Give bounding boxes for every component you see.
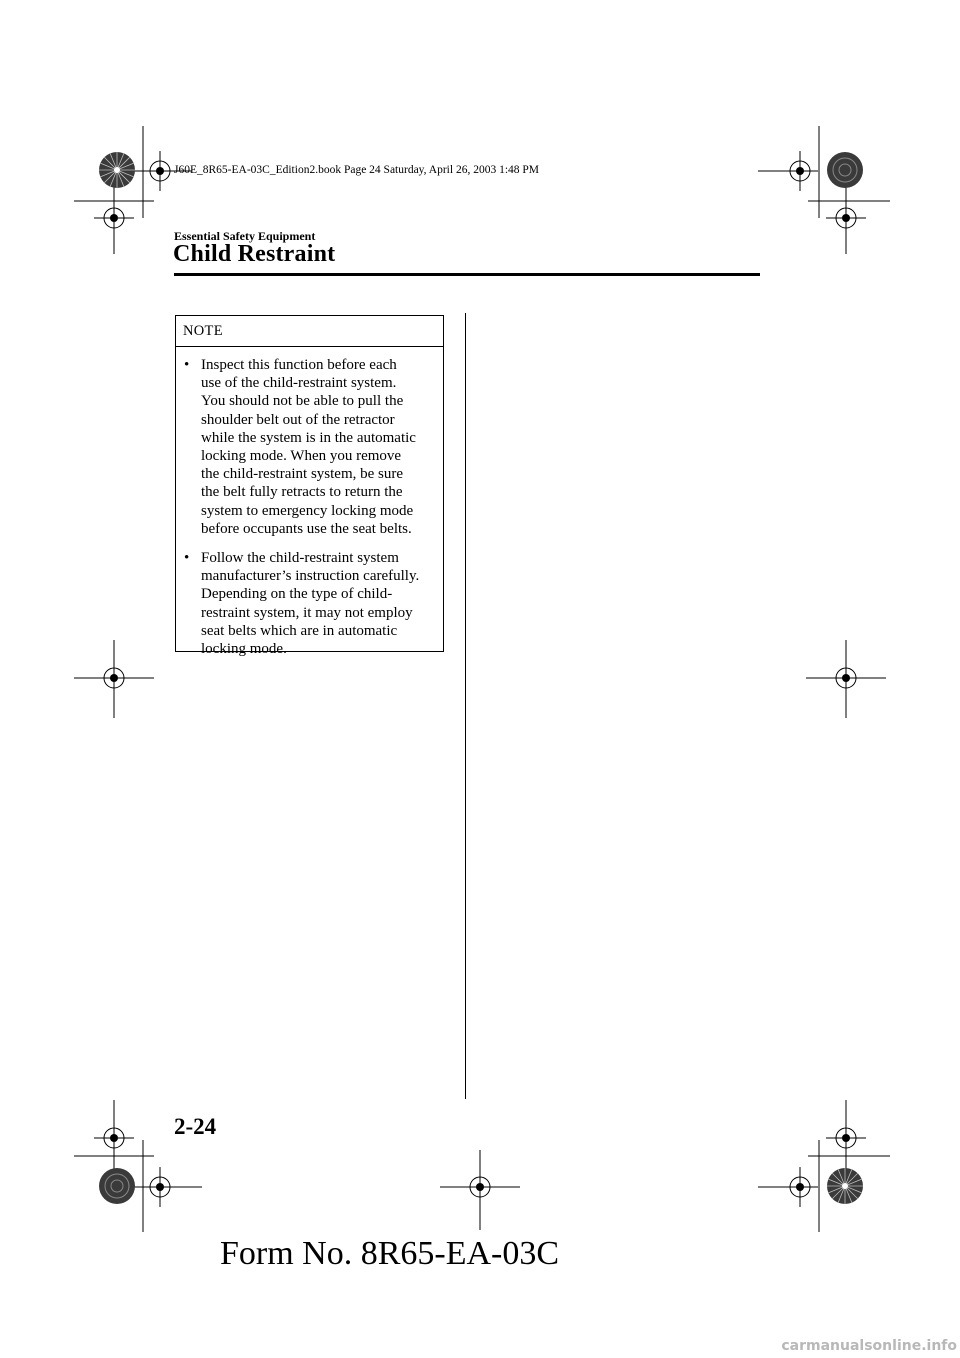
section-label: Essential Safety Equipment (174, 229, 316, 243)
note-item-line: Follow the child-restraint system (201, 550, 399, 567)
note-item-line: while the system is in the automatic (201, 429, 416, 446)
radial-burst-icon (826, 151, 864, 189)
note-item-line: the child-restraint system, be sure (201, 466, 404, 483)
note-item-line: locking mode. When you remove (201, 448, 402, 465)
note-box (175, 315, 444, 658)
radial-burst-icon (98, 151, 136, 189)
bullet-icon: • (184, 550, 190, 567)
page-number: 2-24 (174, 1114, 217, 1139)
note-item-line: before occupants use the seat belts. (201, 520, 412, 537)
note-item-line: shoulder belt out of the retractor (201, 411, 395, 428)
registration-mark-top-right (758, 126, 890, 256)
radial-mark-top-right (826, 151, 864, 189)
note-title: NOTE (183, 323, 223, 339)
registration-mark-mid-left (74, 640, 154, 720)
bullet-icon: • (184, 357, 190, 373)
crosshair-registration-icon (74, 640, 154, 720)
radial-mark-bottom-right (826, 1167, 864, 1205)
watermark: carmanualsonline.info (781, 1338, 957, 1354)
note-list (183, 356, 443, 669)
note-item-line: restraint system, it may not employ (201, 604, 413, 621)
note-item-line: locking mode. (201, 641, 287, 658)
registration-mark-bottom-right (758, 1100, 890, 1232)
note-item-line: Inspect this function before each (201, 357, 397, 373)
registration-mark-mid-right (806, 640, 886, 720)
note-item-line: use of the child-restraint system. (201, 375, 397, 392)
note-list-item (183, 356, 443, 538)
column-divider (465, 313, 466, 1099)
note-item-line: Depending on the type of child- (201, 586, 393, 603)
crosshair-registration-icon (758, 1100, 890, 1232)
radial-burst-icon (826, 1167, 864, 1205)
crosshair-registration-icon (440, 1150, 520, 1230)
book-info-line: J60E_8R65-EA-03C_Edition2.book Page 24 Saturday, April 26, 2003 1:48 PM (174, 164, 540, 176)
crosshair-registration-icon (806, 640, 886, 720)
crosshair-registration-icon (758, 126, 890, 256)
page-title: Child Restraint (173, 241, 336, 267)
note-item-line: system to emergency locking mode (201, 502, 414, 519)
note-item-line: seat belts which are in automatic (201, 622, 398, 639)
registration-mark-bottom-center (440, 1150, 520, 1230)
note-item-line: the belt fully retracts to return the (201, 484, 403, 501)
radial-burst-icon (98, 1167, 136, 1205)
note-item-line: manufacturer’s instruction carefully. (201, 568, 420, 585)
radial-mark-bottom-left (98, 1167, 136, 1205)
note-list-item (183, 549, 443, 658)
radial-mark-top-left (98, 151, 136, 189)
form-number: Form No. 8R65-EA-03C (220, 1235, 560, 1272)
note-item-line: You should not be able to pull the (201, 393, 404, 410)
title-rule (174, 273, 760, 276)
note-header (176, 316, 443, 347)
